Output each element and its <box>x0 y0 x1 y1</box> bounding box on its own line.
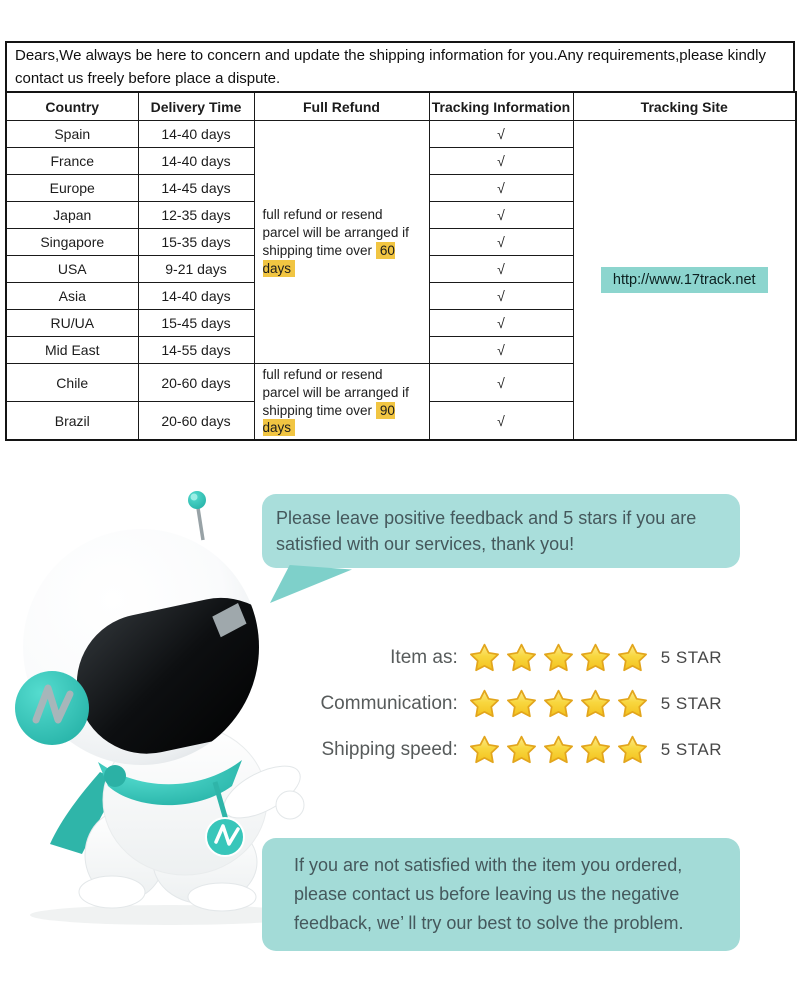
tracking-check-cell: √ <box>429 229 573 256</box>
robot-right-foot <box>188 883 256 911</box>
rating-stars <box>468 688 649 720</box>
shipping-notice-text: Dears,We always be here to concern and update the shipping information for you.Any requirements,please kindly contact us freely before place a dispute. <box>15 47 766 87</box>
star-icon <box>542 642 575 674</box>
header-country: Country <box>6 92 138 121</box>
delivery-cell: 20-60 days <box>138 402 254 441</box>
country-cell: Japan <box>6 202 138 229</box>
star-icon <box>616 688 649 720</box>
feedback-request-bubble <box>262 494 740 568</box>
country-cell: Chile <box>6 364 138 402</box>
country-cell: Mid East <box>6 337 138 364</box>
refund-days-highlight: 90 days <box>262 402 395 436</box>
country-cell: Asia <box>6 283 138 310</box>
country-cell: RU/UA <box>6 310 138 337</box>
robot-left-foot <box>79 876 145 908</box>
rating-row-shipping-speed <box>270 734 722 766</box>
tracking-site-cell <box>573 121 796 441</box>
table-row <box>6 121 796 148</box>
delivery-cell: 14-45 days <box>138 175 254 202</box>
antenna-ball-highlight <box>191 494 198 501</box>
star-icon <box>468 734 501 766</box>
shipping-notice <box>5 41 795 92</box>
antenna-ball <box>188 491 206 509</box>
refund-policy-text: full refund or resend parcel will be arranged if shipping time over <box>262 207 409 258</box>
antenna-stem <box>198 508 203 540</box>
dissatisfaction-notice-bubble <box>262 838 740 951</box>
star-icon <box>616 734 649 766</box>
rating-stars <box>468 642 649 674</box>
tracking-site-link[interactable]: http://www.17track.net <box>601 267 768 293</box>
rating-suffix: 5 STAR <box>660 694 722 713</box>
ratings-block <box>270 642 722 780</box>
table-header-row <box>6 92 796 121</box>
header-tracking-site: Tracking Site <box>573 92 796 121</box>
tracking-check-cell: √ <box>429 310 573 337</box>
star-icon <box>542 734 575 766</box>
tracking-check-cell: √ <box>429 364 573 402</box>
header-tracking-information: Tracking Information <box>429 92 573 121</box>
star-icon <box>468 688 501 720</box>
robot-right-hand <box>276 791 304 819</box>
delivery-cell: 14-40 days <box>138 121 254 148</box>
dissatisfaction-notice-text: If you are not satisfied with the item you ordered, please contact us before leaving us the negative feedback, we’ ll try our best to solve the problem. <box>294 855 684 934</box>
delivery-cell: 15-45 days <box>138 310 254 337</box>
feedback-request-text: Please leave positive feedback and 5 stars if you are satisfied with our services, thank you! <box>276 508 697 555</box>
rating-label: Communication: <box>320 693 458 714</box>
star-icon <box>505 688 538 720</box>
tracking-check-cell: √ <box>429 121 573 148</box>
country-cell: Spain <box>6 121 138 148</box>
tracking-check-cell: √ <box>429 402 573 441</box>
country-cell: USA <box>6 256 138 283</box>
country-cell: Singapore <box>6 229 138 256</box>
star-icon <box>542 688 575 720</box>
tracking-check-cell: √ <box>429 175 573 202</box>
star-icon <box>505 734 538 766</box>
delivery-cell: 14-55 days <box>138 337 254 364</box>
rating-label: Shipping speed: <box>321 739 458 760</box>
tracking-check-cell: √ <box>429 283 573 310</box>
star-icon <box>579 642 612 674</box>
rating-suffix: 5 STAR <box>660 648 722 667</box>
star-icon <box>579 688 612 720</box>
tracking-check-cell: √ <box>429 337 573 364</box>
delivery-cell: 20-60 days <box>138 364 254 402</box>
country-cell: Europe <box>6 175 138 202</box>
delivery-cell: 12-35 days <box>138 202 254 229</box>
star-icon <box>579 734 612 766</box>
country-cell: Brazil <box>6 402 138 441</box>
refund-policy-text: full refund or resend parcel will be arranged if shipping time over <box>262 367 409 418</box>
rating-row-item-as <box>270 642 722 674</box>
refund-days-highlight: 60 days <box>262 243 395 276</box>
tracking-check-cell: √ <box>429 148 573 175</box>
refund-policy-cell <box>254 121 429 364</box>
shipping-table <box>5 91 797 441</box>
rating-stars <box>468 734 649 766</box>
header-full-refund: Full Refund <box>254 92 429 121</box>
delivery-cell: 15-35 days <box>138 229 254 256</box>
star-icon <box>616 642 649 674</box>
star-icon <box>505 642 538 674</box>
delivery-cell: 14-40 days <box>138 148 254 175</box>
delivery-cell: 9-21 days <box>138 256 254 283</box>
rating-label: Item as: <box>390 647 458 668</box>
tracking-check-cell: √ <box>429 256 573 283</box>
tracking-check-cell: √ <box>429 202 573 229</box>
feedback-section <box>0 410 800 984</box>
country-cell: France <box>6 148 138 175</box>
rating-suffix: 5 STAR <box>660 740 722 759</box>
star-icon <box>468 642 501 674</box>
delivery-cell: 14-40 days <box>138 283 254 310</box>
rating-row-communication <box>270 688 722 720</box>
header-delivery-time: Delivery Time <box>138 92 254 121</box>
scarf-knot <box>104 765 126 787</box>
